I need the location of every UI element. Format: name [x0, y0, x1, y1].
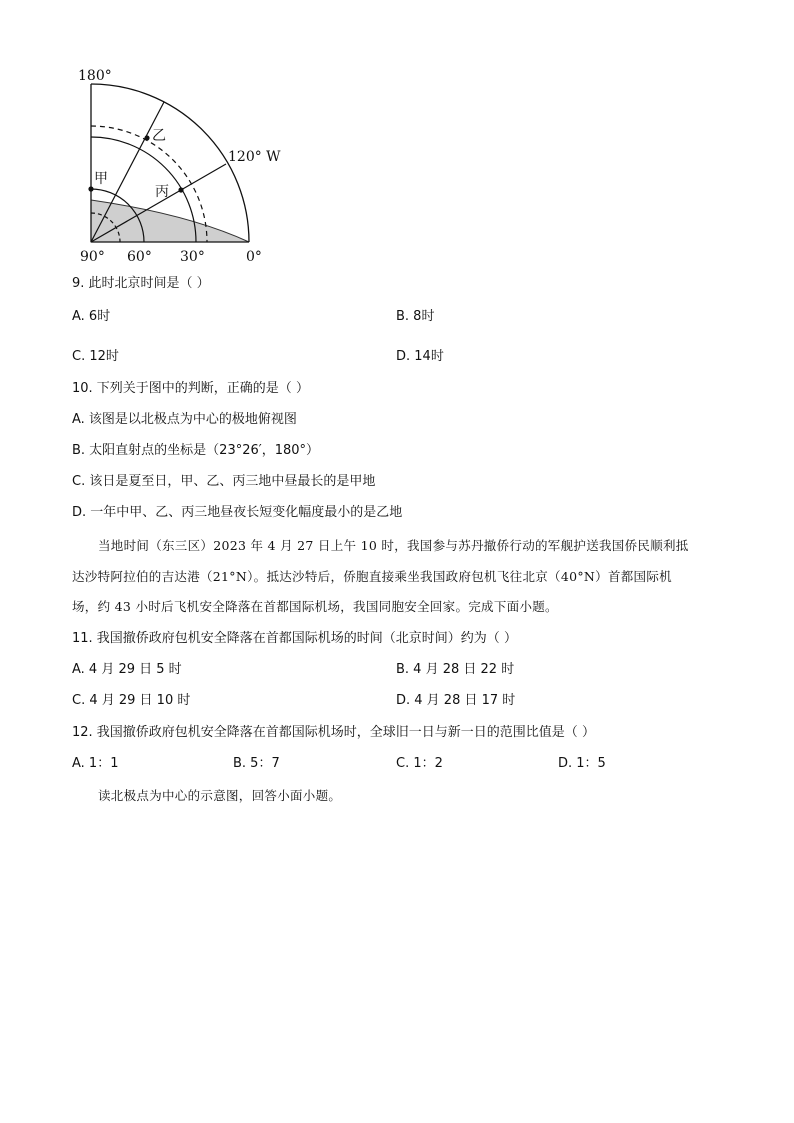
next-intro: 读北极点为中心的示意图，回答小面小题。	[98, 788, 342, 803]
q10-option-b: B. 太阳直射点的坐标是（23°26′，180°）	[72, 443, 320, 458]
q11-stem: 11. 我国撤侨政府包机安全降落在首都国际机场的时间（北京时间）约为（ ）	[72, 631, 517, 646]
label-120w: 120° W	[228, 149, 281, 165]
q9-option-c: C. 12时	[72, 349, 119, 364]
passage-line-2: 达沙特阿拉伯的吉达港（21°N）。抵达沙特后，侨胞直接乘坐我国政府包机飞往北京（40°N）首都国际机	[72, 569, 672, 584]
q11-option-a: A. 4 月 29 日 5 时	[72, 662, 182, 677]
label-60: 60°	[127, 249, 152, 265]
q10-option-c: C. 该日是夏至日，甲、乙、丙三地中昼最长的是甲地	[72, 474, 376, 489]
q12-stem: 12. 我国撤侨政府包机安全降落在首都国际机场时，全球旧一日与新一日的范围比值是（ ）	[72, 725, 595, 740]
q11-option-c: C. 4 月 29 日 10 时	[72, 693, 191, 708]
q12-option-c: C. 1：2	[396, 756, 443, 771]
q10-option-d: D. 一年中甲、乙、丙三地昼夜长短变化幅度最小的是乙地	[72, 505, 403, 520]
q10-option-a: A. 该图是以北极点为中心的极地俯视图	[72, 412, 297, 427]
q9-option-a: A. 6时	[72, 309, 111, 324]
q12-option-b: B. 5：7	[233, 756, 280, 771]
label-90: 90°	[80, 249, 105, 265]
label-180: 180°	[78, 68, 112, 84]
passage-line-1: 当地时间（东三区）2023 年 4 月 27 日上午 10 时，我国参与苏丹撤侨行动的军舰护送我国侨民顺利抵	[98, 538, 689, 553]
q9-option-b: B. 8时	[396, 309, 435, 324]
label-30: 30°	[180, 249, 205, 265]
label-yi: 乙	[152, 128, 166, 144]
point-jia	[88, 186, 93, 191]
point-bing	[178, 187, 183, 192]
q11-option-b: B. 4 月 28 日 22 时	[396, 662, 515, 677]
q11-option-d: D. 4 月 28 日 17 时	[396, 693, 516, 708]
point-yi	[144, 135, 149, 140]
q12-option-d: D. 1：5	[558, 756, 606, 771]
q9-option-d: D. 14时	[396, 349, 444, 364]
label-jia: 甲	[94, 171, 108, 187]
label-bing: 丙	[155, 184, 169, 200]
polar-diagram	[68, 64, 308, 270]
q12-option-a: A. 1：1	[72, 756, 119, 771]
shaded-region	[91, 200, 249, 242]
passage-line-3: 场，约 43 小时后飞机安全降落在首都国际机场，我国同胞安全回家。完成下面小题。	[72, 599, 558, 614]
q9-stem: 9. 此时北京时间是（ ）	[72, 276, 210, 291]
q10-stem: 10. 下列关于图中的判断，正确的是（ ）	[72, 381, 309, 396]
label-0: 0°	[246, 249, 262, 265]
